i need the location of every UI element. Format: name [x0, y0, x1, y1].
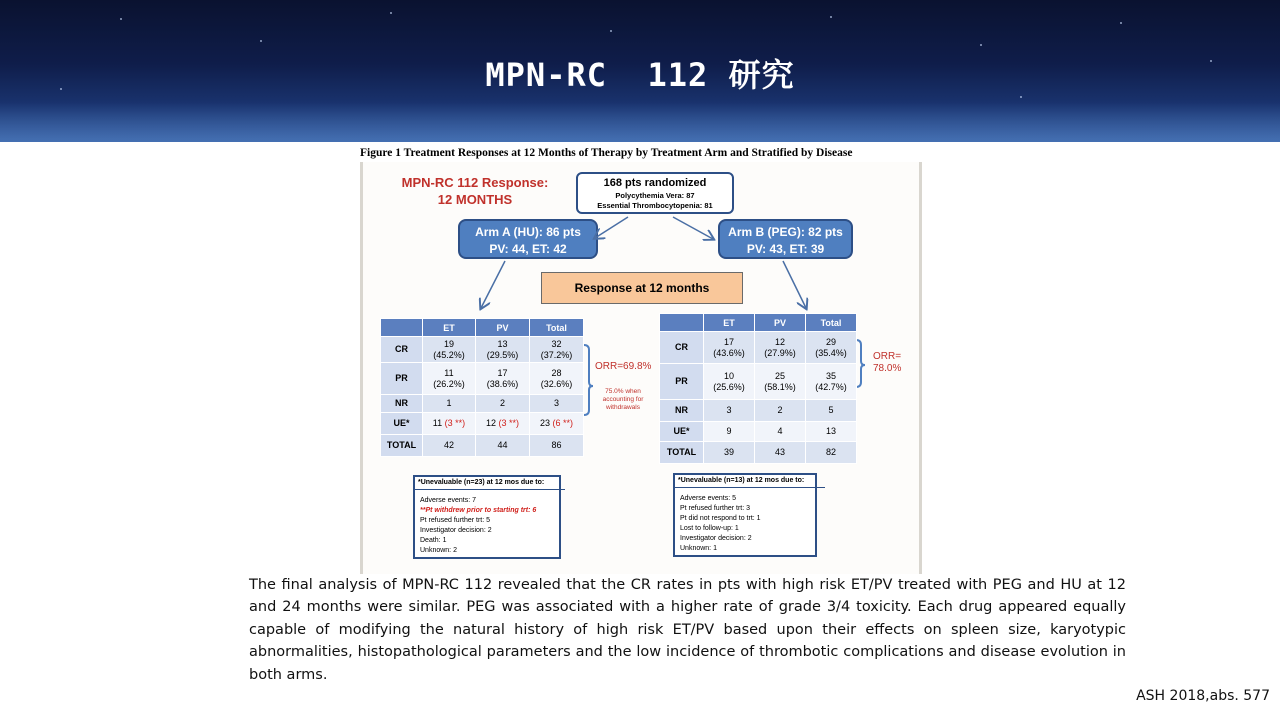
- figure-caption: Figure 1 Treatment Responses at 12 Months of Therapy by Treatment Arm and Stratified by Disease: [360, 147, 853, 159]
- arm-b-orr: ORR= 78.0%: [873, 351, 902, 374]
- response-box: Response at 12 months: [541, 272, 743, 304]
- col-header: Total: [529, 319, 583, 337]
- col-header: ET: [704, 314, 755, 332]
- slide-title: MPN-RC 112 研究: [485, 56, 795, 94]
- figure-panel: [360, 162, 922, 574]
- arm-b-unevaluable-box: *Unevaluable (n=13) at 12 mos due to: Adverse events: 5 Pt refused further trt: 3 Pt did not respond to trt: 1 Lost to follow-up: 1 Investigator decision: 2 Unknown: 1: [673, 473, 817, 557]
- arm-a-orr: ORR=69.8%: [595, 361, 652, 372]
- arm-a-orr-note: 75.0% when accounting for withdrawals: [602, 388, 644, 411]
- table-row: NR 3 2 5: [660, 400, 857, 422]
- table-row: NR 1 2 3: [381, 395, 584, 413]
- arm-a-unevaluable-box: *Unevaluable (n=23) at 12 mos due to: Adverse events: 7 **Pt withdrew prior to starting trt: 6 Pt refused further trt: 5 Investigator decision: 2 Death: 1 Unknown: 2: [413, 475, 561, 559]
- arm-a-box: Arm A (HU): 86 pts PV: 44, ET: 42: [458, 219, 598, 259]
- col-header: ET: [423, 319, 476, 337]
- table-row: TOTAL 39 43 82: [660, 442, 857, 464]
- table-row: PR 10 (25.6%) 25 (58.1%) 35 (42.7%): [660, 364, 857, 400]
- arm-b-box: Arm B (PEG): 82 pts PV: 43, ET: 39: [718, 219, 853, 259]
- citation: ASH 2018,abs. 577: [1136, 688, 1270, 704]
- figure-title: MPN-RC 112 Response: 12 MONTHS: [401, 175, 549, 207]
- randomized-pv: Polycythemia Vera: 87: [615, 191, 695, 200]
- table-row: CR 19 (45.2%) 13 (29.5%) 32 (37.2%): [381, 337, 584, 363]
- table-row: TOTAL 42 44 86: [381, 435, 584, 457]
- table-row: CR 17 (43.6%) 12 (27.9%) 29 (35.4%): [660, 332, 857, 364]
- arm-a-response-table: [380, 318, 584, 457]
- arm-b-response-table: [659, 313, 857, 464]
- col-header: Total: [806, 314, 857, 332]
- randomized-total: 168 pts randomized: [603, 177, 707, 189]
- slide-header: [0, 0, 1280, 142]
- table-row: UE* 11 (3 **) 12 (3 **) 23 (6 **): [381, 413, 584, 435]
- col-header: PV: [475, 319, 529, 337]
- summary-paragraph: The final analysis of MPN-RC 112 revealed that the CR rates in pts with high risk ET/PV treated with PEG and HU at 12 and 24 months were similar. PEG was associated with a higher rate of grade 3/4 toxicity. Each drug appeared equally capable of modifying the natural history of high risk ET/PV based upon their effects on spleen size, karyotypic abnormalities, histopathological parameters and the low incidence of thrombotic complications and disease evolution in both arms.: [249, 577, 1126, 683]
- table-row: UE* 9 4 13: [660, 422, 857, 442]
- randomized-et: Essential Thrombocytopenia: 81: [597, 201, 713, 210]
- table-row: PR 11 (26.2%) 17 (38.6%) 28 (32.6%): [381, 363, 584, 395]
- col-header: PV: [755, 314, 806, 332]
